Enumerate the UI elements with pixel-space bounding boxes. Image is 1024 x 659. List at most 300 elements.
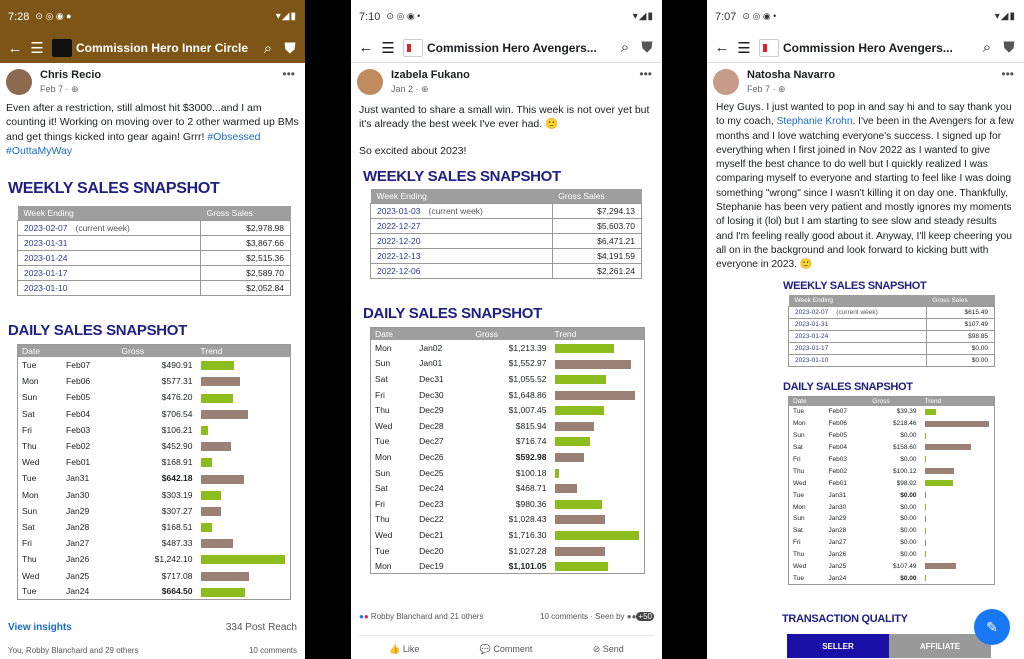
date-cell: Dec21: [419, 529, 444, 540]
post-date[interactable]: Feb 7: [747, 84, 771, 94]
daily-row: [789, 430, 995, 442]
trend-bar: [925, 504, 927, 510]
day-cell: Fri: [793, 539, 801, 547]
weekly-table: [370, 189, 642, 279]
trend-bar: [925, 421, 989, 427]
search-icon[interactable]: ⌕: [982, 39, 992, 56]
group-logo-icon: [759, 39, 779, 57]
day-cell: Tue: [375, 436, 390, 447]
daily-row: [18, 551, 291, 567]
gross-sales-cell: $5,603.70: [552, 219, 641, 234]
trend-cell: [551, 449, 645, 465]
trend-cell: [921, 572, 995, 584]
date-cell: Dec23: [419, 498, 444, 509]
trend-cell: [197, 422, 291, 438]
comment-label: Comment: [493, 644, 533, 654]
comment-icon: 💬: [479, 644, 491, 654]
send-button[interactable]: [593, 644, 624, 655]
gross-cell: $1,007.45: [508, 405, 547, 416]
col-gross: Gross: [471, 328, 550, 341]
globe-icon: ⊕: [71, 84, 79, 94]
daily-row: [18, 470, 291, 486]
daily-row: [789, 501, 995, 513]
back-arrow-icon[interactable]: ←: [714, 39, 730, 56]
status-bar: [351, 0, 662, 33]
weekly-row: [789, 307, 995, 319]
day-cell: Fri: [375, 389, 385, 400]
date-cell: Jan31: [66, 473, 90, 484]
trend-cell: [551, 402, 645, 418]
coach-mention[interactable]: Stephanie Krohn: [776, 116, 853, 128]
gross-cell: $980.36: [515, 498, 547, 509]
weekly-table: [788, 295, 995, 367]
daily-row: [789, 549, 995, 561]
status-bar: [0, 0, 305, 33]
gross-sales-cell: $2,261.24: [552, 264, 641, 279]
daily-row: [18, 389, 291, 405]
day-cell: Wed: [375, 420, 393, 431]
daily-row: [18, 373, 291, 389]
date-cell: Jan30: [66, 489, 90, 500]
col-week-ending: Week Ending: [18, 206, 201, 221]
trend-cell: [551, 356, 645, 372]
trend-cell: [921, 501, 995, 513]
seen-avatars: ●●: [626, 612, 637, 621]
trend-cell: [921, 406, 995, 418]
day-cell: Tue: [793, 574, 804, 582]
trend-bar: [925, 563, 956, 569]
gross-cell: $0.00: [900, 527, 917, 535]
date-cell: Jan30: [828, 503, 847, 511]
gross-cell: $1,716.30: [508, 529, 547, 540]
avatar[interactable]: [357, 69, 383, 95]
shield-icon[interactable]: ⛊: [641, 39, 653, 56]
group-title[interactable]: Commission Hero Avengers...: [783, 40, 953, 55]
weekly-row: [789, 355, 995, 367]
trend-bar: [555, 422, 595, 431]
gross-sales-cell: $107.49: [926, 319, 994, 331]
date-cell: Feb04: [66, 408, 91, 419]
daily-table: [370, 327, 645, 574]
trend-bar: [555, 531, 639, 540]
trend-cell: [551, 543, 645, 559]
daily-row: [371, 356, 645, 372]
gross-cell: $706.54: [161, 408, 193, 419]
more-options-icon[interactable]: •••: [1001, 67, 1014, 81]
trend-bar: [925, 516, 927, 522]
author-name[interactable]: Izabela Fukano: [391, 69, 470, 81]
daily-row: [18, 503, 291, 519]
daily-row: [18, 454, 291, 470]
gross-cell: $168.51: [161, 521, 193, 532]
week-date: 2023-02-07: [795, 309, 829, 316]
post-body-b: . I've been in the Avengers for a few months and I love watching everyone's success. I signed up for everything when I first joined in Nov 2022 as I wanted to give myself the best chance to do well but I quickly realized I was comparing myself to everyone and starting to feel like I was doing something "wrong" since I wasn't killing it on day one. Thankfully, Stephanie has been very patient and mostly ignores my moments of losing it (lol) but I am starting to see slow and steady results and I'm feeling really good about it. Anyway, I'll keep cheering you all on in the background and look forward to kicking butt with everyone in 2023. 🙂: [716, 116, 1014, 271]
trend-bar: [925, 456, 927, 462]
search-icon[interactable]: ⌕: [263, 39, 273, 57]
gross-cell: $490.91: [161, 360, 193, 371]
trend-cell: [551, 371, 645, 387]
trend-cell: [197, 567, 291, 583]
trend-bar: [201, 394, 233, 403]
week-ending-cell: [371, 249, 553, 264]
date-cell: Dec24: [419, 483, 444, 494]
trend-cell: [197, 438, 291, 454]
week-date: 2023-02-07: [24, 223, 68, 233]
weekly-row: [371, 234, 642, 249]
trend-bar: [555, 360, 631, 369]
week-ending-cell: [371, 234, 553, 249]
trend-bar: [555, 375, 607, 384]
col-gross-sales: Gross Sales: [201, 206, 291, 221]
reactions-text: Robby Blanchard and 21 others: [370, 612, 484, 621]
hashtag-outtamyway[interactable]: #OuttaMyWay: [6, 145, 73, 158]
trend-cell: [921, 561, 995, 573]
day-cell: Wed: [22, 457, 40, 468]
trend-cell: [197, 535, 291, 551]
trend-bar: [201, 377, 240, 386]
weekly-row: [18, 266, 291, 281]
trend-bar: [201, 458, 212, 467]
daily-row: [371, 465, 645, 481]
daily-row: [18, 584, 291, 600]
day-cell: Sat: [22, 521, 35, 532]
trend-cell: [551, 434, 645, 450]
day-cell: Sun: [375, 467, 391, 478]
trend-bar: [925, 492, 927, 498]
trend-bar: [201, 507, 222, 516]
trend-bar: [555, 500, 603, 509]
daily-row: [371, 340, 645, 356]
like-button[interactable]: [389, 644, 419, 655]
date-cell: Dec31: [419, 373, 444, 384]
week-ending-cell: [789, 343, 927, 355]
post-image[interactable]: [707, 280, 1024, 585]
weekly-row: [371, 249, 642, 264]
author-name[interactable]: Natosha Navarro: [747, 69, 836, 81]
trend-cell: [921, 549, 995, 561]
affiliate-tab[interactable]: AFFILIATE: [889, 634, 991, 658]
trend-cell: [551, 465, 645, 481]
gross-cell: $0.00: [900, 551, 917, 559]
col-trend: Trend: [197, 345, 291, 358]
day-cell: Sun: [793, 515, 805, 523]
post-actions: [359, 635, 654, 655]
status-bar: [707, 0, 1024, 33]
compose-post-button[interactable]: [974, 609, 1010, 645]
gross-sales-cell: $6,471.21: [552, 234, 641, 249]
date-cell: Dec25: [419, 467, 444, 478]
trend-cell: [921, 525, 995, 537]
trend-bar: [201, 539, 234, 548]
weekly-row: [789, 331, 995, 343]
day-cell: Thu: [375, 514, 390, 525]
group-title[interactable]: Commission Hero Inner Circle: [76, 41, 249, 55]
trend-bar: [201, 442, 232, 451]
trend-cell: [197, 373, 291, 389]
day-cell: Sat: [375, 483, 388, 494]
post-text: [0, 97, 305, 163]
col-week-ending: Week Ending: [371, 189, 553, 204]
weekly-snapshot-title: WEEKLY SALES SNAPSHOT: [8, 180, 220, 197]
day-cell: Tue: [22, 473, 37, 484]
day-cell: Thu: [22, 441, 37, 452]
gross-sales-cell: $615.49: [926, 307, 994, 319]
hashtag-obsessed[interactable]: #Obsessed: [207, 130, 261, 143]
trend-bar: [201, 410, 249, 419]
gross-sales-cell: $3,867.66: [201, 236, 291, 251]
seller-tab[interactable]: SELLER: [787, 634, 889, 658]
trend-cell: [197, 584, 291, 600]
daily-row: [789, 418, 995, 430]
gross-cell: $0.00: [900, 539, 917, 547]
weekly-row: [371, 204, 642, 219]
date-cell: Jan25: [828, 563, 847, 571]
search-icon[interactable]: ⌕: [620, 39, 630, 56]
trend-cell: [197, 357, 291, 373]
phone-screen-2: [351, 0, 662, 659]
gross-cell: $307.27: [161, 505, 193, 516]
post-body-a: Hey Guys. I just wanted to pop in and say hi and to say thank you to my coach,: [716, 102, 1012, 128]
trend-cell: [551, 387, 645, 403]
week-ending-cell: [18, 236, 201, 251]
send-label: Send: [602, 644, 624, 654]
day-cell: Sun: [793, 432, 805, 440]
day-cell: Tue: [22, 586, 37, 597]
post-date[interactable]: Jan 2: [391, 84, 414, 94]
comments-count[interactable]: 10 comments: [248, 646, 297, 655]
back-arrow-icon[interactable]: ←: [358, 39, 374, 56]
gross-cell: $1,552.97: [508, 358, 547, 369]
day-cell: Sun: [22, 392, 38, 403]
group-title[interactable]: Commission Hero Avengers...: [427, 40, 597, 55]
gross-cell: $1,055.52: [508, 373, 547, 384]
day-cell: Mon: [375, 451, 392, 462]
date-cell: Feb01: [66, 457, 91, 468]
avatar[interactable]: [713, 69, 739, 95]
post-date[interactable]: Feb 7: [40, 84, 64, 94]
trend-cell: [921, 442, 995, 454]
trend-bar: [555, 344, 614, 353]
date-cell: Jan02: [419, 342, 443, 353]
col-trend: Trend: [921, 397, 995, 407]
view-insights-link[interactable]: View insights: [8, 622, 72, 633]
daily-row: [789, 561, 995, 573]
menu-icon[interactable]: ☰: [30, 40, 44, 57]
daily-row: [18, 406, 291, 422]
daily-row: [18, 422, 291, 438]
menu-icon[interactable]: ☰: [381, 39, 395, 57]
gross-sales-cell: $2,589.70: [201, 266, 291, 281]
phone-screen-1: [0, 0, 305, 659]
date-cell: Jan27: [66, 538, 90, 549]
more-options-icon[interactable]: •••: [639, 67, 652, 81]
trend-cell: [197, 470, 291, 486]
day-cell: Fri: [22, 538, 32, 549]
date-cell: Dec22: [419, 514, 444, 525]
gross-cell: $476.20: [161, 392, 193, 403]
trend-bar: [925, 480, 954, 486]
trend-cell: [921, 418, 995, 430]
gross-cell: $468.71: [515, 483, 547, 494]
post-header: Izabela Fukano Jan 2 · ⊕ •••: [351, 63, 662, 97]
trend-cell: [551, 512, 645, 528]
day-cell: Sun: [375, 358, 391, 369]
daily-row: [371, 371, 645, 387]
trend-cell: [197, 406, 291, 422]
gross-cell: $1,213.39: [508, 342, 547, 353]
date-cell: Jan01: [419, 358, 443, 369]
trend-cell: [197, 487, 291, 503]
trend-cell: [197, 454, 291, 470]
weekly-snapshot-title: WEEKLY SALES SNAPSHOT: [783, 280, 927, 292]
day-cell: Thu: [22, 554, 37, 565]
gross-cell: $100.18: [515, 467, 547, 478]
menu-icon[interactable]: ☰: [737, 39, 751, 57]
week-ending-cell: [371, 219, 553, 234]
notification-icons: ⊙ ◎ ◉ •: [742, 11, 777, 21]
date-cell: Jan26: [66, 554, 90, 565]
current-week-label: (current week): [428, 206, 483, 216]
gross-cell: $1,101.05: [508, 560, 547, 571]
trend-cell: [197, 503, 291, 519]
week-ending-cell: [18, 266, 201, 281]
date-cell: Feb05: [828, 432, 847, 440]
author-name[interactable]: Chris Recio: [40, 69, 102, 81]
daily-row: [371, 558, 645, 574]
col-gross: Gross: [117, 345, 196, 358]
trend-bar: [201, 361, 234, 370]
day-cell: Mon: [375, 560, 392, 571]
trend-bar: [555, 406, 604, 415]
weekly-row: [371, 264, 642, 279]
more-options-icon[interactable]: •••: [282, 67, 295, 81]
day-cell: Mon: [22, 489, 39, 500]
day-cell: Fri: [375, 498, 385, 509]
gross-cell: $1,648.86: [508, 389, 547, 400]
post-text: [351, 97, 662, 164]
app-bar: [707, 33, 1024, 63]
weekly-row: [18, 281, 291, 296]
week-date: 2023-01-17: [795, 345, 829, 352]
day-cell: Wed: [22, 570, 40, 581]
post-image[interactable]: [351, 168, 662, 574]
gross-cell: $107.49: [893, 563, 917, 571]
col-date: Date: [789, 397, 869, 407]
shield-icon[interactable]: ⛊: [1003, 39, 1015, 56]
date-cell: Feb07: [66, 360, 91, 371]
like-love-icon: ●: [359, 612, 364, 621]
week-date: 2022-12-20: [377, 236, 421, 246]
trend-bar: [555, 515, 605, 524]
gross-cell: $717.08: [161, 570, 193, 581]
date-cell: Feb04: [828, 444, 847, 452]
daily-row: [789, 513, 995, 525]
weekly-row: [18, 251, 291, 266]
trend-bar: [201, 491, 222, 500]
week-date: 2023-01-17: [24, 268, 68, 278]
post-body-2: So excited about 2023!: [359, 144, 467, 157]
post-image[interactable]: [0, 180, 305, 600]
gross-cell: $0.00: [900, 515, 917, 523]
trend-bar: [201, 523, 212, 532]
back-arrow-icon[interactable]: ←: [7, 39, 23, 57]
day-cell: Thu: [375, 405, 390, 416]
day-cell: Mon: [375, 342, 392, 353]
gross-cell: $1,242.10: [154, 554, 193, 565]
gross-sales-cell: $2,978.98: [201, 221, 291, 236]
comment-button[interactable]: [480, 644, 533, 655]
day-cell: Tue: [22, 360, 37, 371]
date-cell: Feb06: [66, 376, 91, 387]
trend-bar: [925, 444, 971, 450]
week-ending-cell: [18, 221, 201, 236]
app-bar: [0, 33, 305, 63]
transaction-quality-tabs: [787, 634, 991, 658]
col-gross: Gross: [868, 397, 920, 407]
trend-cell: [551, 418, 645, 434]
date-cell: Dec27: [419, 436, 444, 447]
day-cell: Wed: [793, 563, 807, 571]
gross-cell: $452.90: [161, 441, 193, 452]
date-cell: Jan29: [828, 515, 847, 523]
trend-cell: [551, 558, 645, 574]
gross-cell: $0.00: [900, 574, 917, 582]
daily-snapshot-title: DAILY SALES SNAPSHOT: [783, 381, 913, 393]
weekly-snapshot-title: WEEKLY SALES SNAPSHOT: [363, 168, 561, 185]
gross-cell: $158.60: [893, 444, 917, 452]
trend-cell: [197, 389, 291, 405]
daily-row: [18, 567, 291, 583]
comments-seen[interactable]: [540, 612, 654, 621]
trend-bar: [201, 426, 208, 435]
day-cell: Mon: [793, 420, 806, 428]
col-gross-sales: Gross Sales: [926, 295, 994, 307]
post-header: Natosha Navarro Feb 7 · ⊕ •••: [707, 63, 1024, 97]
week-ending-cell: [789, 319, 927, 331]
week-date: 2023-01-31: [795, 321, 829, 328]
date-cell: Jan31: [828, 491, 847, 499]
comments-count: 10 comments · Seen by: [540, 612, 625, 621]
gross-cell: $815.94: [515, 420, 547, 431]
gross-cell: $1,028.43: [508, 514, 547, 525]
gross-sales-cell: $98.85: [926, 331, 994, 343]
daily-row: [371, 496, 645, 512]
gross-cell: $0.00: [900, 432, 917, 440]
signal-battery-icon: ▾◢▮: [275, 11, 297, 22]
shield-icon[interactable]: ⛊: [284, 39, 296, 57]
avatar[interactable]: [6, 69, 32, 95]
reactions-summary[interactable]: ●● Robby Blanchard and 21 others: [359, 612, 484, 621]
col-gross-sales: Gross Sales: [552, 189, 641, 204]
post-reach: 334 Post Reach: [225, 622, 297, 633]
reactions-summary[interactable]: You, Robby Blanchard and 29 others: [8, 646, 139, 655]
daily-row: [789, 454, 995, 466]
post-body: Even after a restriction, still almost hit $3000...and I am counting it! Working on moving over to 2 other warmed up BMs and get things kicked into gear again! Grrr!: [6, 102, 299, 143]
gross-cell: $716.74: [515, 436, 547, 447]
day-cell: Mon: [793, 503, 806, 511]
week-ending-cell: [371, 204, 553, 219]
gross-sales-cell: $7,294.13: [552, 204, 641, 219]
trend-cell: [921, 513, 995, 525]
date-cell: Jan27: [828, 539, 847, 547]
col-date: Date: [18, 345, 118, 358]
week-ending-cell: [789, 307, 927, 319]
post-footer: [0, 622, 305, 655]
gross-cell: $592.98: [515, 451, 547, 462]
gross-cell: $98.92: [896, 479, 917, 487]
group-logo-icon: [52, 39, 72, 57]
date-cell: Feb06: [828, 420, 847, 428]
